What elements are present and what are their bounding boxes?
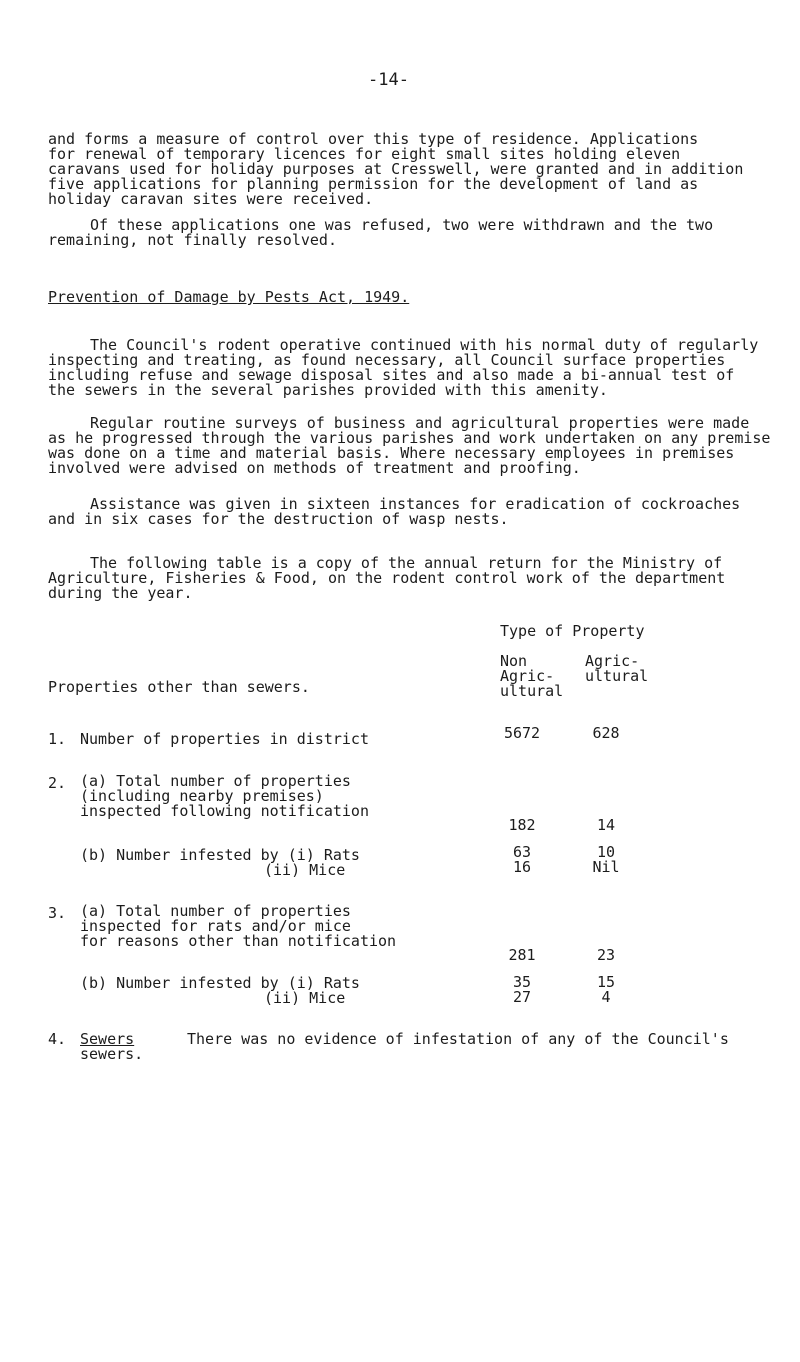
- text-line: Of these applications one was refused, two were withdrawn and the two: [90, 216, 714, 234]
- text-line: Regular routine surveys of business and agricultural properties were made: [90, 414, 750, 432]
- value-agric: 4: [601, 988, 611, 1006]
- agricultural-header: Agric- ultural: [585, 652, 649, 685]
- value-agric: 23: [596, 946, 616, 964]
- text-line: involved were advised on methods of treatment and proofing.: [48, 459, 581, 477]
- row-label: Number of properties in district: [80, 730, 369, 748]
- text-line: The Council's rodent operative continued with his normal duty of regularly: [90, 336, 759, 354]
- text-line: Agriculture, Fisheries & Food, on the rodent control work of the department: [48, 569, 726, 587]
- value-non-agric: 182: [508, 816, 536, 834]
- text-line: as he progressed through the various parishes and work undertaken on any premise: [48, 429, 771, 447]
- row-number: 2.: [48, 774, 67, 792]
- value-non-agric: 35: [512, 973, 532, 991]
- text-line: five applications for planning permission for the development of land as: [48, 175, 699, 193]
- text-line: Assistance was given in sixteen instances for eradication of cockroaches: [90, 495, 741, 513]
- row-label: (ii) Mice: [264, 989, 346, 1007]
- row-label: (a) Total number of properties inspected for rats and/or mice for reasons other than notification: [80, 902, 397, 950]
- row-label: (ii) Mice: [264, 861, 346, 879]
- text-line: The following table is a copy of the annual return for the Ministry of: [90, 554, 723, 572]
- sewers-text: sewers.: [80, 1045, 144, 1063]
- value-agric: 14: [596, 816, 616, 834]
- row-label: (b) Number infested by (i) Rats: [80, 974, 360, 992]
- text-line: during the year.: [48, 584, 193, 602]
- text-line: caravans used for holiday purposes at Cresswell, were granted and in addition: [48, 160, 744, 178]
- row-label: (a) Total number of properties (including nearby premises) inspected following notification: [80, 772, 369, 820]
- text-line: including refuse and sewage disposal sites and also made a bi-annual test of: [48, 366, 735, 384]
- row-number: 3.: [48, 904, 67, 922]
- intro2-paragraph: [48, 218, 788, 248]
- text-line: and forms a measure of control over this type of residence. Applications: [48, 130, 699, 148]
- properties-other-than-sewers-label: Properties other than sewers.: [48, 678, 310, 696]
- paragraph-surveys: [48, 416, 788, 476]
- non-agricultural-header: Non Agric- ultural: [500, 652, 564, 700]
- text-line: the sewers in the several parishes provided with this amenity.: [48, 381, 608, 399]
- sewers-text: There was no evidence of infestation of any of the Council's: [187, 1030, 729, 1048]
- row-number: 1.: [48, 730, 67, 748]
- value-agric: 10: [596, 843, 616, 861]
- paragraph-table-intro: [48, 556, 788, 601]
- sewers-label: Sewers: [80, 1030, 135, 1048]
- section-heading: Prevention of Damage by Pests Act, 1949.: [48, 288, 410, 306]
- page-number: -14-: [368, 70, 409, 90]
- value-non-agric: 281: [508, 946, 536, 964]
- text-line: inspecting and treating, as found necessary, all Council surface properties: [48, 351, 726, 369]
- value-agric: 628: [592, 724, 620, 742]
- text-line: and in six cases for the destruction of wasp nests.: [48, 510, 509, 528]
- value-non-agric: 16: [512, 858, 532, 876]
- text-line: was done on a time and material basis. Where necessary employees in premises: [48, 444, 735, 462]
- row-number: 4.: [48, 1030, 67, 1048]
- value-agric: 15: [596, 973, 616, 991]
- paragraph-assistance: [48, 497, 788, 527]
- type-of-property-header: Type of Property: [500, 622, 645, 640]
- paragraph-rodent-operative: [48, 338, 788, 398]
- value-agric: Nil: [592, 858, 620, 876]
- row-label: (b) Number infested by (i) Rats: [80, 846, 360, 864]
- value-non-agric: 63: [512, 843, 532, 861]
- value-non-agric: 5672: [503, 724, 541, 742]
- text-line: holiday caravan sites were received.: [48, 190, 374, 208]
- value-non-agric: 27: [512, 988, 532, 1006]
- intro-paragraph: [48, 132, 788, 207]
- text-line: remaining, not finally resolved.: [48, 231, 337, 249]
- text-line: for renewal of temporary licences for eight small sites holding eleven: [48, 145, 681, 163]
